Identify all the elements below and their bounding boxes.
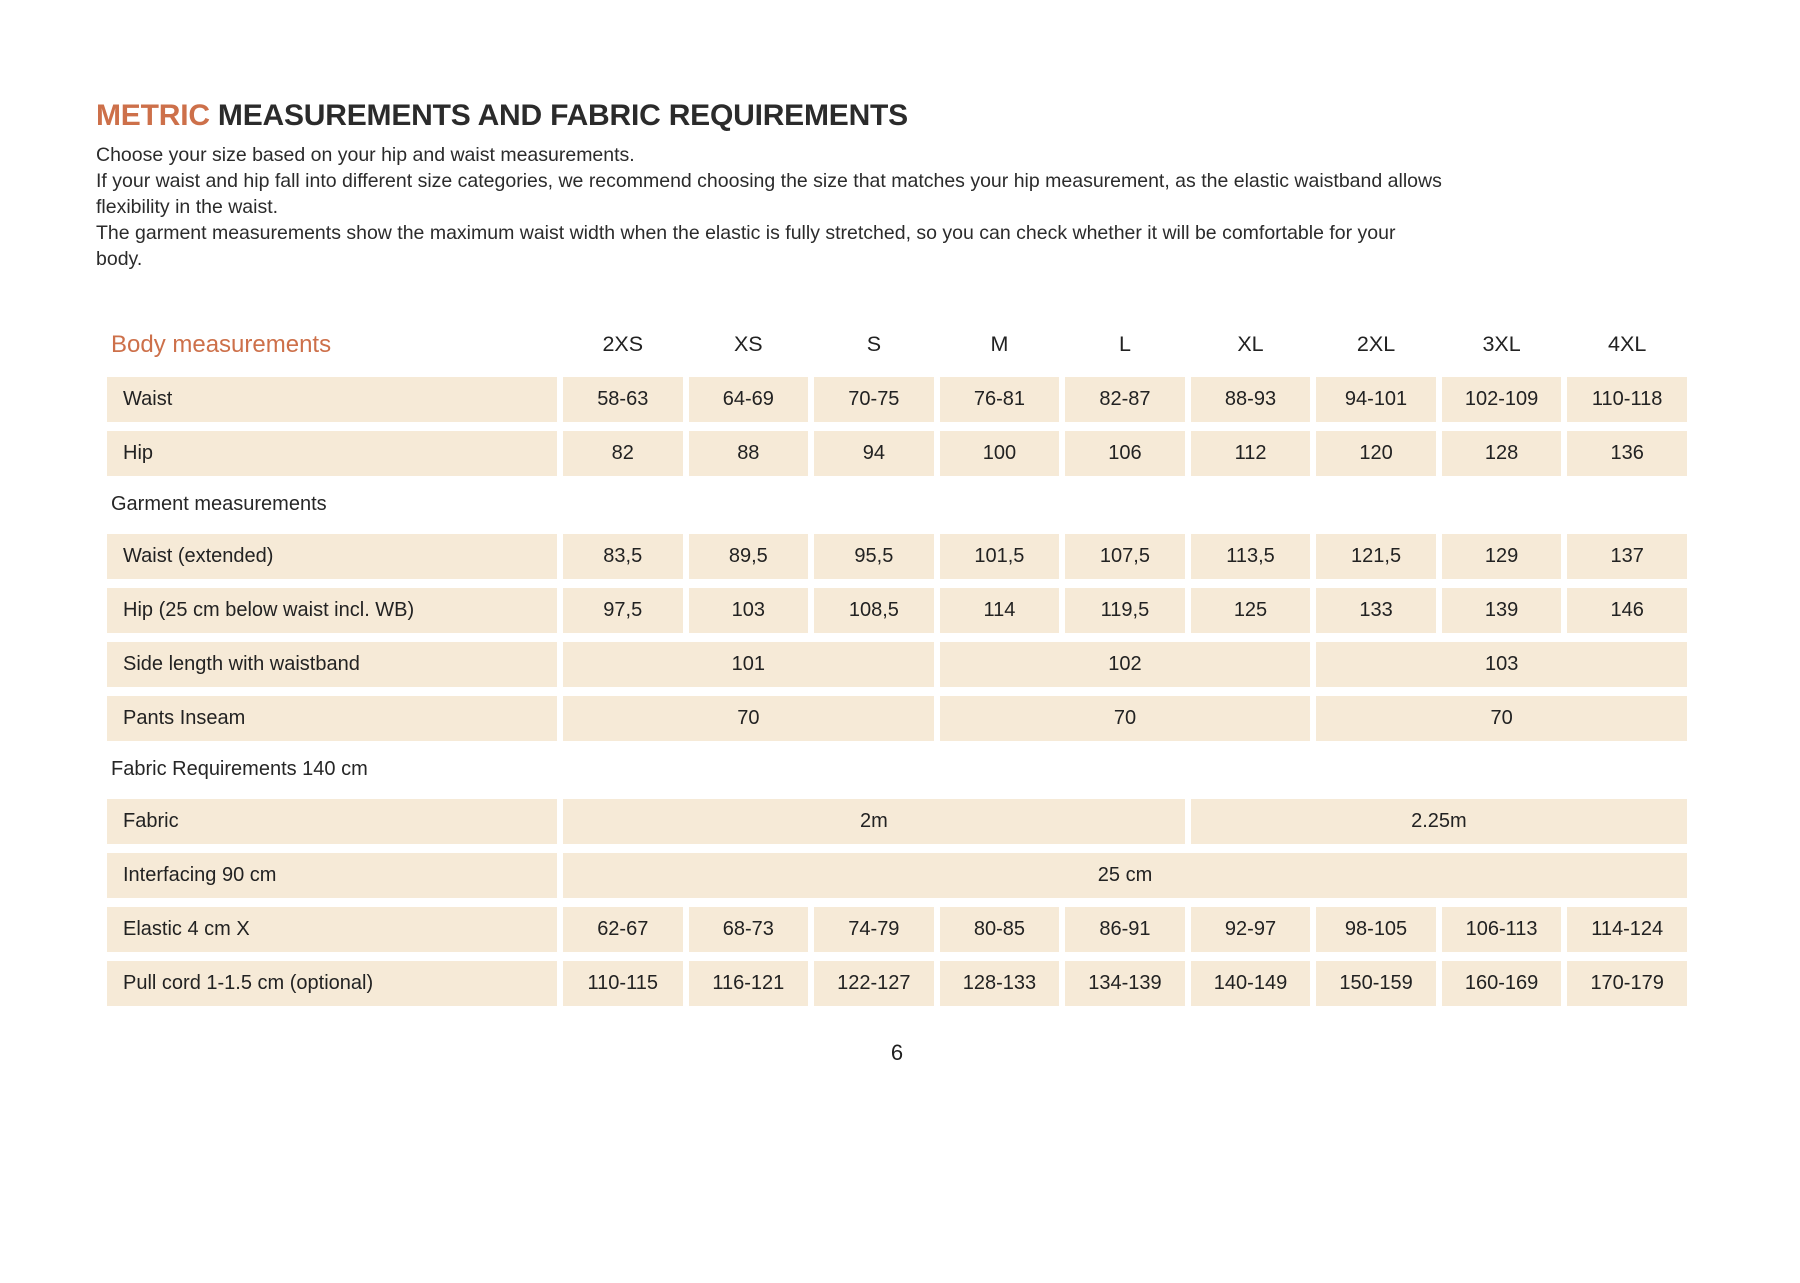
waist-row: [107, 377, 1687, 422]
measurement-table: [107, 322, 1687, 1006]
value-cell: 120: [1316, 431, 1436, 476]
value-cell: 128-133: [940, 961, 1060, 1006]
hip-row: [107, 431, 1687, 476]
value-cell: 119,5: [1065, 588, 1185, 633]
row-label: Interfacing 90 cm: [107, 853, 557, 898]
value-cell: 62-67: [563, 907, 683, 952]
size-column-header: 4XL: [1608, 332, 1647, 356]
value-cell: 150-159: [1316, 961, 1436, 1006]
fabric-row: [107, 799, 1687, 844]
value-cell: 113,5: [1191, 534, 1311, 579]
value-cell: 108,5: [814, 588, 934, 633]
size-column-header: 3XL: [1482, 332, 1521, 356]
size-column-header: L: [1118, 332, 1131, 356]
value-cell: 83,5: [563, 534, 683, 579]
value-cell: 110-118: [1567, 377, 1687, 422]
value-cell: 133: [1316, 588, 1436, 633]
interfacing-row: [107, 853, 1687, 898]
table-header-row: [107, 322, 1687, 368]
section-label-garment: Garment measurements: [111, 493, 327, 515]
hip-below-waist-row: [107, 588, 1687, 633]
value-cell: 89,5: [689, 534, 809, 579]
intro-paragraph: If your waist and hip fall into different size categories, we recommend choosing the size that matches your hip measurement, as the elastic waistband allows flexibility in the waist.: [96, 169, 1442, 218]
size-column-header: XL: [1237, 332, 1264, 356]
value-cell: 137: [1567, 534, 1687, 579]
intro-paragraph: Choose your size based on your hip and waist measurements.: [96, 143, 635, 166]
value-cell: 107,5: [1065, 534, 1185, 579]
value-cell: 82: [563, 431, 683, 476]
value-cell-merged: 102: [940, 642, 1311, 687]
value-cell: 94-101: [1316, 377, 1436, 422]
size-column-header: 2XS: [602, 332, 644, 356]
value-cell: 139: [1442, 588, 1562, 633]
value-cell: 116-121: [689, 961, 809, 1006]
value-cell: 92-97: [1191, 907, 1311, 952]
row-label: Hip (25 cm below waist incl. WB): [107, 588, 557, 633]
value-cell: 114: [940, 588, 1060, 633]
value-cell: 64-69: [689, 377, 809, 422]
value-cell: 94: [814, 431, 934, 476]
row-label: Elastic 4 cm X: [107, 907, 557, 952]
value-cell: 170-179: [1567, 961, 1687, 1006]
side-length-row: [107, 642, 1687, 687]
value-cell: 106: [1065, 431, 1185, 476]
value-cell: 125: [1191, 588, 1311, 633]
value-cell: 82-87: [1065, 377, 1185, 422]
value-cell-merged: 103: [1316, 642, 1687, 687]
body-measurements-header: Body measurements: [111, 330, 332, 358]
value-cell-merged: 70: [1316, 696, 1687, 741]
value-cell: 160-169: [1442, 961, 1562, 1006]
value-cell-merged: 101: [563, 642, 934, 687]
value-cell: 97,5: [563, 588, 683, 633]
row-label: Waist: [107, 377, 557, 422]
value-cell-merged: 2.25m: [1191, 799, 1687, 844]
value-cell-merged: 70: [563, 696, 934, 741]
page-number: 6: [890, 1039, 904, 1065]
row-label: Fabric: [107, 799, 557, 844]
row-label: Pull cord 1-1.5 cm (optional): [107, 961, 557, 1006]
value-cell: 128: [1442, 431, 1562, 476]
page-title-accent: METRIC: [96, 99, 210, 132]
value-cell: 110-115: [563, 961, 683, 1006]
waist-extended-row: [107, 534, 1687, 579]
value-cell: 68-73: [689, 907, 809, 952]
pants-inseam-row: [107, 696, 1687, 741]
elastic-row: [107, 907, 1687, 952]
row-label: Hip: [107, 431, 557, 476]
value-cell: 70-75: [814, 377, 934, 422]
row-label: Side length with waistband: [107, 642, 557, 687]
value-cell: 86-91: [1065, 907, 1185, 952]
value-cell: 103: [689, 588, 809, 633]
row-label: Pants Inseam: [107, 696, 557, 741]
size-column-header: M: [990, 332, 1009, 356]
value-cell-merged: 70: [940, 696, 1311, 741]
row-label: Waist (extended): [107, 534, 557, 579]
value-cell-merged: 25 cm: [563, 853, 1687, 898]
value-cell: 112: [1191, 431, 1311, 476]
section-label-fabric: Fabric Requirements 140 cm: [111, 758, 368, 780]
page-title-text: MEASUREMENTS AND FABRIC REQUIREMENTS: [209, 99, 908, 132]
value-cell: 88-93: [1191, 377, 1311, 422]
value-cell: 58-63: [563, 377, 683, 422]
value-cell: 76-81: [940, 377, 1060, 422]
value-cell: 101,5: [940, 534, 1060, 579]
value-cell: 114-124: [1567, 907, 1687, 952]
value-cell: 80-85: [940, 907, 1060, 952]
intro-paragraph: The garment measurements show the maximum waist width when the elastic is fully stretched, so you can check whether it will be comfortable for your body.: [96, 221, 1396, 270]
value-cell: 74-79: [814, 907, 934, 952]
value-cell: 88: [689, 431, 809, 476]
value-cell: 129: [1442, 534, 1562, 579]
size-column-header: XS: [733, 332, 763, 356]
value-cell: 102-109: [1442, 377, 1562, 422]
intro-text: [96, 142, 1446, 272]
value-cell-merged: 2m: [563, 799, 1185, 844]
document-page: [96, 100, 1690, 1066]
value-cell: 98-105: [1316, 907, 1436, 952]
size-column-header: S: [866, 332, 882, 356]
value-cell: 134-139: [1065, 961, 1185, 1006]
size-column-header: 2XL: [1356, 332, 1396, 356]
value-cell: 95,5: [814, 534, 934, 579]
value-cell: 100: [940, 431, 1060, 476]
value-cell: 146: [1567, 588, 1687, 633]
value-cell: 121,5: [1316, 534, 1436, 579]
pull-cord-row: [107, 961, 1687, 1006]
value-cell: 140-149: [1191, 961, 1311, 1006]
value-cell: 106-113: [1442, 907, 1562, 952]
page-title: [96, 100, 1690, 132]
value-cell: 136: [1567, 431, 1687, 476]
value-cell: 122-127: [814, 961, 934, 1006]
